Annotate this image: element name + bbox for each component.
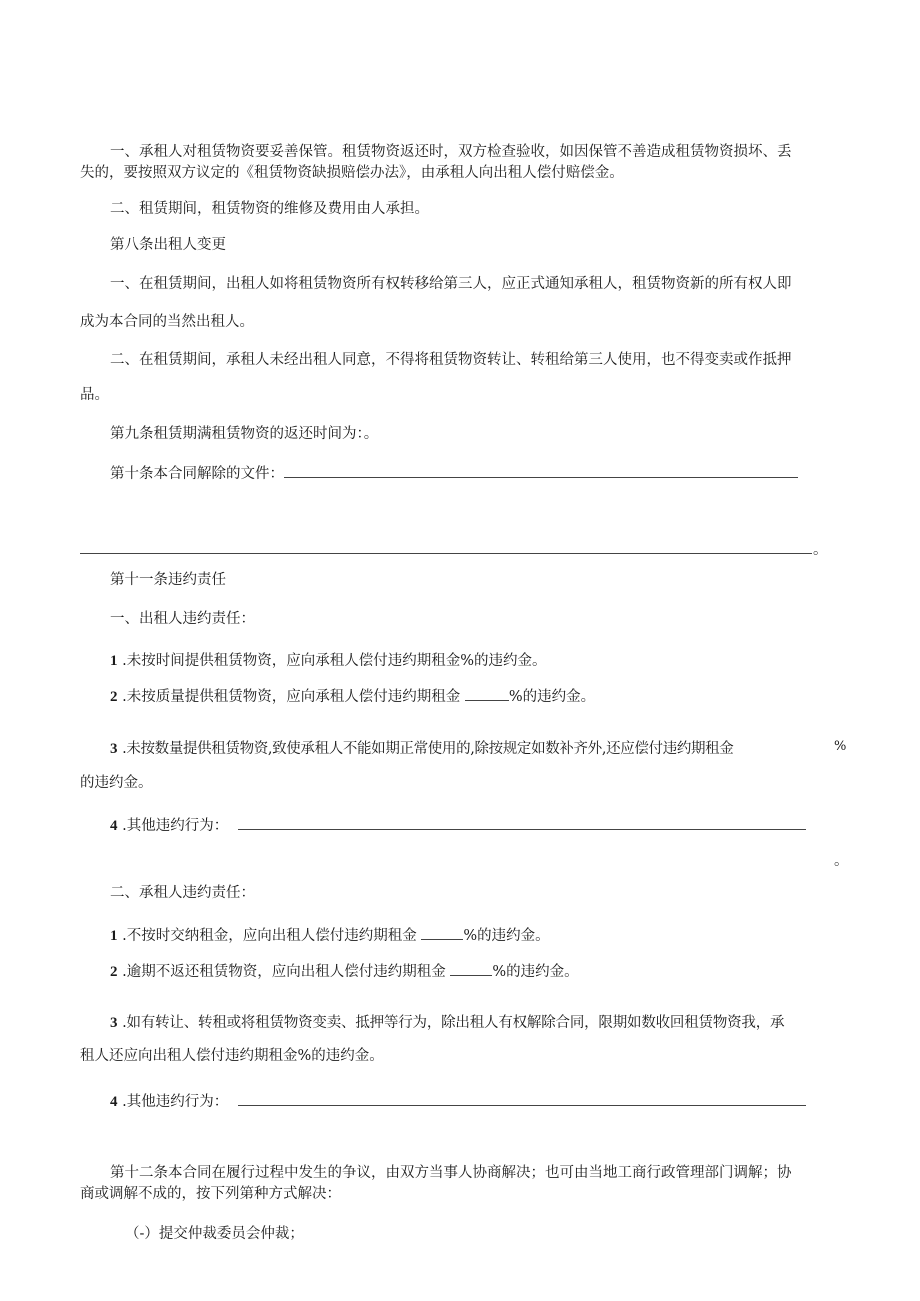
lessee-item-1-text-a: .不按时交纳租金，应向出租人偿付违约期租金 xyxy=(122,928,417,944)
lessor-item-1-number: 1 xyxy=(110,653,118,669)
clause-10-blank[interactable] xyxy=(284,463,798,478)
lessee-item-2-text-b: %的违约金。 xyxy=(492,964,579,980)
lessee-item-4 xyxy=(80,1088,842,1116)
lessor-item-3-percent: % xyxy=(834,739,847,754)
lessor-item-3-text-a: .未按数量提供租赁物资,致使承租人不能如期正常使用的,除按规定如数补齐外,还应偿付违约期租金 xyxy=(122,741,734,757)
clause-8-item-1-line-2: 成为本合同的当然出租人。 xyxy=(80,314,254,330)
lessor-item-3-line-2: 的违约金。 xyxy=(80,775,153,791)
clause-8-item-1-line-1: 一、在租赁期间，出租人如将租赁物资所有权转移给第三人，应正式通知承租人，租赁物资新的所有权人即 xyxy=(110,276,792,292)
lessee-item-4-text: .其他违约行为： xyxy=(122,1094,229,1110)
lessee-item-1-text-b: %的违约金。 xyxy=(463,928,550,944)
clause-8-title: 第八条出租人变更 xyxy=(110,237,226,253)
lessee-item-1 xyxy=(80,922,842,950)
lessor-item-2-text-b: %的违约金。 xyxy=(508,689,596,705)
lessee-liability-heading: 二、承租人违约责任： xyxy=(110,885,255,901)
lessor-item-2 xyxy=(80,683,842,711)
lessee-item-3-text-a: .如有转让、转租或将租赁物资变卖、抵押等行为，除出租人有权解除合同，限期如数收回租赁物资我，承 xyxy=(122,1015,785,1031)
clause-10-label: 第十条本合同解除的文件： xyxy=(110,466,284,482)
lessee-item-2-text-a: .逾期不返还租赁物资，应向出租人偿付违约期租金 xyxy=(122,964,446,980)
lessor-item-2-blank[interactable] xyxy=(465,686,509,701)
clause-9: 第九条租赁期满租赁物资的返还时间为：。 xyxy=(110,426,379,442)
clause-10-blank-line-2[interactable] xyxy=(80,553,812,554)
clause-12-line-2: 商或调解不成的，按下列第种方式解决： xyxy=(80,1186,341,1202)
lessor-item-4-blank[interactable] xyxy=(238,815,806,830)
lessor-item-4-end-mark: 。 xyxy=(834,853,849,869)
lessor-item-3-number: 3 xyxy=(110,741,118,757)
clause-7-item-2: 二、租赁期间，租赁物资的维修及费用由人承担。 xyxy=(110,201,429,217)
clause-10-end-mark: 。 xyxy=(813,542,828,558)
clause-8-item-2-line-1: 二、在租赁期间，承租人未经出租人同意，不得将租赁物资转让、转租给第三人使用，也不得变卖或作抵押 xyxy=(110,352,792,368)
clause-12-option-1: （-）提交仲裁委员会仲裁； xyxy=(125,1226,304,1242)
lessee-item-2-blank[interactable] xyxy=(450,961,492,976)
lessor-item-1-text: .未按时间提供租赁物资，应向承租人偿付违约期租金%的违约金。 xyxy=(122,653,547,669)
lessee-item-3-number: 3 xyxy=(110,1015,118,1031)
lessee-item-2 xyxy=(80,958,842,986)
lessee-item-4-blank[interactable] xyxy=(238,1091,806,1106)
lessee-item-3-line-2: 租人还应向出租人偿付违约期租金%的违约金。 xyxy=(80,1048,384,1064)
lessor-item-3-line-1 xyxy=(80,735,842,763)
lessor-item-4-number: 4 xyxy=(110,818,118,834)
lessee-item-1-number: 1 xyxy=(110,928,118,944)
lessor-item-4 xyxy=(80,812,842,840)
lessor-item-4-text: .其他违约行为： xyxy=(122,818,229,834)
lessor-item-2-number: 2 xyxy=(110,689,118,705)
lessee-item-4-number: 4 xyxy=(110,1094,118,1110)
clause-10 xyxy=(80,460,842,488)
lessor-item-2-text-a: .未按质量提供租赁物资，应向承租人偿付违约期租金 xyxy=(122,689,461,705)
clause-7-item-1-line-1: 一、承租人对租赁物资要妥善保管。租赁物资返还时，双方检查验收，如因保管不善造成租赁物资损坏、丢 xyxy=(110,144,792,160)
lessor-liability-heading: 一、出租人违约责任： xyxy=(110,611,255,627)
lessor-item-1 xyxy=(80,647,842,675)
clause-8-item-2-line-2: 品。 xyxy=(80,387,109,403)
lessee-item-1-blank[interactable] xyxy=(421,925,463,940)
clause-7-item-1-line-2: 失的，要按照双方议定的《租赁物资缺损赔偿办法》，由承租人向出租人偿付赔偿金。 xyxy=(80,165,624,181)
lessee-item-2-number: 2 xyxy=(110,964,118,980)
clause-12-line-1: 第十二条本合同在履行过程中发生的争议，由双方当事人协商解决；也可由当地工商行政管理部门调解；协 xyxy=(110,1165,792,1181)
clause-11-title: 第十一条违约责任 xyxy=(110,572,226,588)
lessee-item-3-line-1 xyxy=(80,1009,842,1037)
